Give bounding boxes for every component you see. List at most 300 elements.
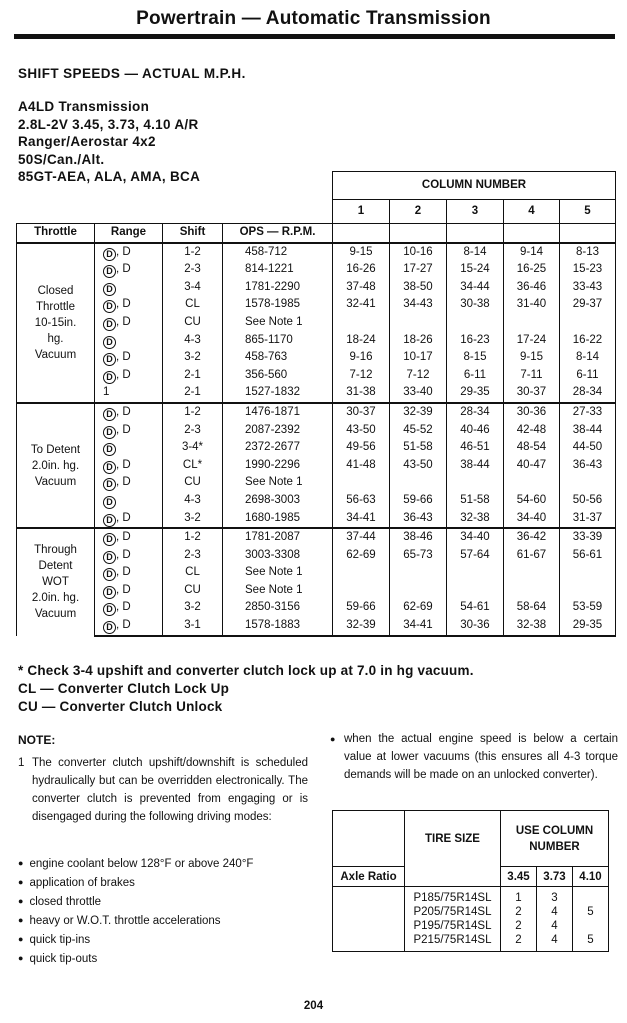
range-cell: D , D bbox=[95, 349, 163, 367]
shift-cell: CU bbox=[163, 314, 223, 332]
ops-cell: 1990-2296 bbox=[223, 457, 333, 475]
range-cell: D , D bbox=[95, 528, 163, 547]
right-note bbox=[330, 730, 618, 784]
speed-cell bbox=[504, 564, 560, 582]
speed-cell bbox=[390, 474, 447, 492]
table-row bbox=[17, 457, 616, 475]
ops-cell: 458-763 bbox=[223, 349, 333, 367]
speed-cell bbox=[504, 474, 560, 492]
shift-cell: 3-4* bbox=[163, 439, 223, 457]
range-cell: D , D bbox=[95, 296, 163, 314]
speed-cell bbox=[504, 582, 560, 600]
shift-cell: 2-3 bbox=[163, 422, 223, 440]
speed-cell: 62-69 bbox=[333, 547, 390, 565]
list-item: ● quick tip-outs bbox=[18, 949, 253, 968]
speed-cell: 50-56 bbox=[560, 492, 616, 510]
speed-cell bbox=[560, 582, 616, 600]
ops-cell: 814-1221 bbox=[223, 261, 333, 279]
speed-cell bbox=[560, 474, 616, 492]
speed-cell: 30-36 bbox=[504, 403, 560, 422]
speed-cell: 32-39 bbox=[390, 403, 447, 422]
speed-cell: 43-50 bbox=[333, 422, 390, 440]
range-cell bbox=[95, 279, 163, 297]
speed-cell: 40-47 bbox=[504, 457, 560, 475]
speed-cell: 46-51 bbox=[447, 439, 504, 457]
table-row bbox=[17, 422, 616, 440]
speed-cell: 6-11 bbox=[560, 367, 616, 385]
ops-cell: 1578-1883 bbox=[223, 617, 333, 636]
column-index-row bbox=[17, 200, 616, 224]
overdrive-icon: D bbox=[103, 426, 116, 439]
speed-cell: 31-40 bbox=[504, 296, 560, 314]
throttle-line: Through bbox=[34, 544, 77, 557]
speed-cell: 54-61 bbox=[447, 599, 504, 617]
shift-cell: 2-3 bbox=[163, 261, 223, 279]
ops-cell: 2850-3156 bbox=[223, 599, 333, 617]
column-index: 1 bbox=[333, 200, 390, 224]
note-number: 1 bbox=[18, 757, 25, 769]
speed-cell bbox=[390, 564, 447, 582]
speed-cell: 33-43 bbox=[560, 279, 616, 297]
range-cell bbox=[95, 439, 163, 457]
speed-cell: 34-44 bbox=[447, 279, 504, 297]
table-row bbox=[17, 510, 616, 529]
speed-cell: 38-44 bbox=[447, 457, 504, 475]
range-cell: D , D bbox=[95, 617, 163, 636]
speed-cell bbox=[390, 314, 447, 332]
page-title: Powertrain — Automatic Transmission bbox=[136, 8, 491, 29]
speed-cell: 36-43 bbox=[560, 457, 616, 475]
speed-cell: 59-66 bbox=[390, 492, 447, 510]
speed-cell: 27-33 bbox=[560, 403, 616, 422]
throttle-line: Vacuum bbox=[34, 475, 77, 488]
speed-cell bbox=[447, 564, 504, 582]
table-row bbox=[17, 599, 616, 617]
speed-cell: 32-38 bbox=[447, 510, 504, 529]
speed-cell: 7-12 bbox=[333, 367, 390, 385]
speed-cell: 10-16 bbox=[390, 243, 447, 262]
right-note-text: when the actual engine speed is below a certain value at lower vacuums (this ensures all 4-3 torque demands will be made on an unlocked converter). bbox=[344, 733, 618, 781]
header-row bbox=[17, 224, 616, 243]
speed-cell bbox=[390, 582, 447, 600]
speed-cell: 33-39 bbox=[560, 528, 616, 547]
speed-cell: 34-41 bbox=[390, 617, 447, 636]
cell: 5 bbox=[587, 906, 594, 918]
speed-cell: 29-35 bbox=[447, 384, 504, 403]
shift-cell: 3-2 bbox=[163, 510, 223, 529]
list-item: ● quick tip-ins bbox=[18, 930, 253, 949]
throttle-condition bbox=[17, 403, 95, 528]
speed-cell: 9-15 bbox=[333, 243, 390, 262]
shift-cell: 3-4 bbox=[163, 279, 223, 297]
speed-cell: 32-38 bbox=[504, 617, 560, 636]
spec-line: 50S/Can./Alt. bbox=[18, 151, 105, 167]
col-values bbox=[537, 887, 573, 952]
throttle-line: 2.0in. hg. bbox=[31, 592, 80, 605]
speed-cell: 33-40 bbox=[390, 384, 447, 403]
throttle-line: Vacuum bbox=[34, 608, 77, 621]
axle-ratio-table bbox=[332, 810, 609, 952]
speed-cell: 9-16 bbox=[333, 349, 390, 367]
speed-cell: 9-15 bbox=[504, 349, 560, 367]
overdrive-icon: D bbox=[103, 443, 116, 456]
speed-cell: 32-39 bbox=[333, 617, 390, 636]
overdrive-icon: D bbox=[103, 461, 116, 474]
speed-cell: 8-14 bbox=[560, 349, 616, 367]
overdrive-icon: D bbox=[103, 533, 116, 546]
speed-cell: 58-64 bbox=[504, 599, 560, 617]
speed-cell: 6-11 bbox=[447, 367, 504, 385]
speed-cell: 8-15 bbox=[447, 349, 504, 367]
speed-cell: 48-54 bbox=[504, 439, 560, 457]
range-cell bbox=[95, 332, 163, 350]
speed-cell: 8-13 bbox=[560, 243, 616, 262]
header-throttle: Throttle bbox=[17, 224, 95, 243]
cell: 2 bbox=[515, 934, 522, 946]
throttle-line: Closed bbox=[37, 284, 74, 297]
ops-cell: See Note 1 bbox=[223, 474, 333, 492]
range-cell: D , D bbox=[95, 582, 163, 600]
tire-list bbox=[405, 887, 501, 952]
col-values bbox=[501, 887, 537, 952]
overdrive-icon: D bbox=[103, 478, 116, 491]
table-row bbox=[17, 296, 616, 314]
speed-cell: 28-34 bbox=[560, 384, 616, 403]
ops-cell: 3003-3308 bbox=[223, 547, 333, 565]
throttle-line: Vacuum bbox=[34, 348, 77, 361]
table-row bbox=[17, 243, 616, 262]
throttle-line: WOT bbox=[42, 576, 69, 589]
speed-cell: 53-59 bbox=[560, 599, 616, 617]
speed-cell bbox=[447, 314, 504, 332]
speed-cell: 29-35 bbox=[560, 617, 616, 636]
speed-cell: 38-50 bbox=[390, 279, 447, 297]
speed-cell: 36-43 bbox=[390, 510, 447, 529]
speed-cell bbox=[333, 474, 390, 492]
speed-cell: 51-58 bbox=[447, 492, 504, 510]
list-item: ● heavy or W.O.T. throttle accelerations bbox=[18, 911, 253, 930]
speed-cell bbox=[333, 314, 390, 332]
speed-cell bbox=[504, 314, 560, 332]
title-rule bbox=[14, 34, 615, 39]
throttle-line: 10-15in. bbox=[34, 316, 77, 329]
list-item: ● closed throttle bbox=[18, 892, 253, 911]
throttle-line: hg. bbox=[47, 332, 64, 345]
shift-cell: 1-2 bbox=[163, 243, 223, 262]
cell: 2 bbox=[515, 920, 522, 932]
speed-cell: 15-23 bbox=[560, 261, 616, 279]
ops-cell: 1527-1832 bbox=[223, 384, 333, 403]
table-row bbox=[17, 314, 616, 332]
speed-cell: 62-69 bbox=[390, 599, 447, 617]
shift-speed-table bbox=[16, 171, 616, 637]
header-ops: OPS — R.P.M. bbox=[223, 224, 333, 243]
speed-cell bbox=[333, 582, 390, 600]
speed-cell: 31-38 bbox=[333, 384, 390, 403]
cell: 4 bbox=[551, 906, 558, 918]
footnote-cl: CL — Converter Clutch Lock Up bbox=[18, 681, 230, 696]
table-row bbox=[17, 582, 616, 600]
overdrive-icon: D bbox=[103, 514, 116, 527]
range-cell: D , D bbox=[95, 599, 163, 617]
spec-line: 85GT-AEA, ALA, AMA, BCA bbox=[18, 169, 201, 184]
throttle-line: Throttle bbox=[36, 300, 75, 313]
speed-cell: 34-43 bbox=[390, 296, 447, 314]
range-cell: D , D bbox=[95, 261, 163, 279]
speed-cell bbox=[560, 314, 616, 332]
table-row bbox=[17, 439, 616, 457]
ops-cell: 1476-1871 bbox=[223, 403, 333, 422]
column-index: 2 bbox=[390, 200, 447, 224]
speed-cell: 40-46 bbox=[447, 422, 504, 440]
note-1 bbox=[18, 754, 308, 826]
ratio-header: 4.10 bbox=[573, 867, 609, 887]
speed-cell: 30-36 bbox=[447, 617, 504, 636]
column-index: 5 bbox=[560, 200, 616, 224]
ops-cell: 458-712 bbox=[223, 243, 333, 262]
speed-cell: 38-44 bbox=[560, 422, 616, 440]
speed-cell: 34-40 bbox=[504, 510, 560, 529]
range-cell: D , D bbox=[95, 367, 163, 385]
speed-cell: 42-48 bbox=[504, 422, 560, 440]
speed-cell: 29-37 bbox=[560, 296, 616, 314]
range-cell: D , D bbox=[95, 510, 163, 529]
overdrive-icon: D bbox=[103, 496, 116, 509]
table-row bbox=[17, 403, 616, 422]
overdrive-icon: D bbox=[103, 336, 116, 349]
overdrive-icon: D bbox=[103, 318, 116, 331]
ops-cell: 865-1170 bbox=[223, 332, 333, 350]
col-values bbox=[573, 887, 609, 952]
speed-cell: 59-66 bbox=[333, 599, 390, 617]
speed-cell: 36-42 bbox=[504, 528, 560, 547]
speed-cell: 65-73 bbox=[390, 547, 447, 565]
speed-cell: 30-37 bbox=[504, 384, 560, 403]
speed-cell: 37-44 bbox=[333, 528, 390, 547]
ops-cell: 1680-1985 bbox=[223, 510, 333, 529]
range-cell: D , D bbox=[95, 457, 163, 475]
range-cell bbox=[95, 492, 163, 510]
speed-cell: 34-41 bbox=[333, 510, 390, 529]
footnotes bbox=[18, 662, 474, 716]
shift-cell: 4-3 bbox=[163, 492, 223, 510]
speed-cell: 43-50 bbox=[390, 457, 447, 475]
table-row bbox=[17, 528, 616, 547]
spec-line: 2.8L-2V 3.45, 3.73, 4.10 A/R bbox=[18, 116, 199, 132]
ops-cell: 1578-1985 bbox=[223, 296, 333, 314]
ops-cell: See Note 1 bbox=[223, 314, 333, 332]
speed-cell: 30-38 bbox=[447, 296, 504, 314]
table-row bbox=[17, 384, 616, 403]
ops-cell: 2698-3003 bbox=[223, 492, 333, 510]
overdrive-icon: D bbox=[103, 353, 116, 366]
cell: 4 bbox=[551, 920, 558, 932]
speed-cell bbox=[560, 564, 616, 582]
header-range: Range bbox=[95, 224, 163, 243]
speed-cell: 28-34 bbox=[447, 403, 504, 422]
speed-cell: 54-60 bbox=[504, 492, 560, 510]
speed-cell: 16-26 bbox=[333, 261, 390, 279]
speed-cell: 61-67 bbox=[504, 547, 560, 565]
cell bbox=[576, 891, 605, 905]
range-cell: D , D bbox=[95, 314, 163, 332]
speed-cell: 16-22 bbox=[560, 332, 616, 350]
tire-size-header: TIRE SIZE bbox=[405, 811, 501, 867]
tire-size: P195/75R14SL bbox=[413, 920, 492, 932]
speed-cell: 18-26 bbox=[390, 332, 447, 350]
shift-cell: 2-1 bbox=[163, 384, 223, 403]
throttle-condition bbox=[17, 243, 95, 403]
ops-cell: 356-560 bbox=[223, 367, 333, 385]
range-cell: D , D bbox=[95, 547, 163, 565]
list-item: ● engine coolant below 128°F or above 240°F bbox=[18, 854, 253, 873]
ops-cell: 1781-2290 bbox=[223, 279, 333, 297]
column-index: 3 bbox=[447, 200, 504, 224]
shift-cell: 4-3 bbox=[163, 332, 223, 350]
shift-cell: 1-2 bbox=[163, 403, 223, 422]
shift-cell: 3-2 bbox=[163, 349, 223, 367]
speed-cell: 37-48 bbox=[333, 279, 390, 297]
table-row bbox=[17, 279, 616, 297]
speed-cell: 56-61 bbox=[560, 547, 616, 565]
speed-cell bbox=[447, 582, 504, 600]
throttle-line: Detent bbox=[38, 560, 73, 573]
section-heading: SHIFT SPEEDS — ACTUAL M.P.H. bbox=[18, 66, 246, 81]
shift-cell: 2-3 bbox=[163, 547, 223, 565]
spec-line: A4LD Transmission bbox=[18, 99, 150, 114]
footnote-cu: CU — Converter Clutch Unlock bbox=[18, 699, 223, 714]
ops-cell: See Note 1 bbox=[223, 564, 333, 582]
note-text: The converter clutch upshift/downshift is scheduled hydraulically but can be overridden electronically. The converter clutch is prevented from engaging or is disengaged during the following driving modes: bbox=[32, 757, 308, 823]
driving-modes-list bbox=[18, 854, 253, 968]
table-row bbox=[17, 492, 616, 510]
speed-cell: 31-37 bbox=[560, 510, 616, 529]
table-row bbox=[17, 547, 616, 565]
tire-size: P185/75R14SL bbox=[413, 892, 492, 904]
speed-cell: 45-52 bbox=[390, 422, 447, 440]
note-label: NOTE: bbox=[18, 733, 56, 747]
cell bbox=[576, 919, 605, 933]
use-column-header: USE COLUMN NUMBER bbox=[501, 811, 609, 867]
speed-cell: 8-14 bbox=[447, 243, 504, 262]
shift-cell: 3-1 bbox=[163, 617, 223, 636]
speed-cell: 15-24 bbox=[447, 261, 504, 279]
column-number-row bbox=[17, 172, 616, 200]
speed-cell: 16-23 bbox=[447, 332, 504, 350]
ops-cell: 1781-2087 bbox=[223, 528, 333, 547]
speed-cell: 38-46 bbox=[390, 528, 447, 547]
overdrive-icon: D bbox=[103, 551, 116, 564]
speed-cell bbox=[447, 474, 504, 492]
shift-cell: CU bbox=[163, 474, 223, 492]
speed-cell: 41-48 bbox=[333, 457, 390, 475]
throttle-line: 2.0in. hg. bbox=[31, 459, 80, 472]
tire-size: P215/75R14SL bbox=[413, 934, 492, 946]
throttle-condition bbox=[17, 528, 95, 636]
speed-cell: 34-40 bbox=[447, 528, 504, 547]
table-row bbox=[17, 349, 616, 367]
cell: 5 bbox=[587, 934, 594, 946]
bullet-icon: ● bbox=[330, 734, 336, 744]
cell: 2 bbox=[515, 906, 522, 918]
table-row bbox=[17, 332, 616, 350]
table-row bbox=[17, 261, 616, 279]
speed-cell: 16-25 bbox=[504, 261, 560, 279]
footnote-asterisk: * Check 3-4 upshift and converter clutch lock up at 7.0 in hg vacuum. bbox=[18, 663, 474, 678]
range-cell: D , D bbox=[95, 243, 163, 262]
speed-cell: 18-24 bbox=[333, 332, 390, 350]
throttle-line: To Detent bbox=[30, 443, 81, 456]
spec-line: Ranger/Aerostar 4x2 bbox=[18, 134, 156, 149]
header-shift: Shift bbox=[163, 224, 223, 243]
speed-cell: 57-64 bbox=[447, 547, 504, 565]
overdrive-icon: D bbox=[103, 603, 116, 616]
list-item: ● application of brakes bbox=[18, 873, 253, 892]
table-row bbox=[17, 367, 616, 385]
page-number: 204 bbox=[303, 1000, 324, 1012]
speed-cell bbox=[333, 564, 390, 582]
cell: 3 bbox=[551, 892, 558, 904]
overdrive-icon: D bbox=[103, 371, 116, 384]
ops-cell: 2087-2392 bbox=[223, 422, 333, 440]
column-index: 4 bbox=[504, 200, 560, 224]
overdrive-icon: D bbox=[103, 283, 116, 296]
table-row bbox=[17, 564, 616, 582]
overdrive-icon: D bbox=[103, 248, 116, 261]
range-cell: D , D bbox=[95, 403, 163, 422]
overdrive-icon: D bbox=[103, 568, 116, 581]
tire-size: P205/75R14SL bbox=[413, 906, 492, 918]
overdrive-icon: D bbox=[103, 621, 116, 634]
ops-cell: 2372-2677 bbox=[223, 439, 333, 457]
shift-cell: 3-2 bbox=[163, 599, 223, 617]
speed-cell: 10-17 bbox=[390, 349, 447, 367]
speed-cell: 56-63 bbox=[333, 492, 390, 510]
overdrive-icon: D bbox=[103, 408, 116, 421]
overdrive-icon: D bbox=[103, 265, 116, 278]
overdrive-icon: D bbox=[103, 300, 116, 313]
speed-cell: 30-37 bbox=[333, 403, 390, 422]
table-row bbox=[17, 617, 616, 636]
range-cell: 1 bbox=[95, 384, 163, 403]
speed-cell: 7-12 bbox=[390, 367, 447, 385]
shift-cell: CL* bbox=[163, 457, 223, 475]
speed-cell: 9-14 bbox=[504, 243, 560, 262]
speed-cell: 17-27 bbox=[390, 261, 447, 279]
overdrive-icon: D bbox=[103, 586, 116, 599]
ratio-header: 3.73 bbox=[537, 867, 573, 887]
speed-cell: 36-46 bbox=[504, 279, 560, 297]
cell: 1 bbox=[515, 892, 522, 904]
range-cell: D , D bbox=[95, 474, 163, 492]
shift-cell: CL bbox=[163, 296, 223, 314]
cell: 4 bbox=[551, 934, 558, 946]
speed-cell: 32-41 bbox=[333, 296, 390, 314]
column-number-header: COLUMN NUMBER bbox=[333, 172, 616, 200]
range-cell: D , D bbox=[95, 564, 163, 582]
table-row bbox=[17, 474, 616, 492]
speed-cell: 49-56 bbox=[333, 439, 390, 457]
shift-cell: 2-1 bbox=[163, 367, 223, 385]
ratio-header: 3.45 bbox=[501, 867, 537, 887]
axle-ratio-header: Axle Ratio bbox=[333, 867, 405, 887]
speed-cell: 44-50 bbox=[560, 439, 616, 457]
range-cell: D , D bbox=[95, 422, 163, 440]
ops-cell: See Note 1 bbox=[223, 582, 333, 600]
speed-cell: 51-58 bbox=[390, 439, 447, 457]
shift-cell: CU bbox=[163, 582, 223, 600]
speed-cell: 7-11 bbox=[504, 367, 560, 385]
